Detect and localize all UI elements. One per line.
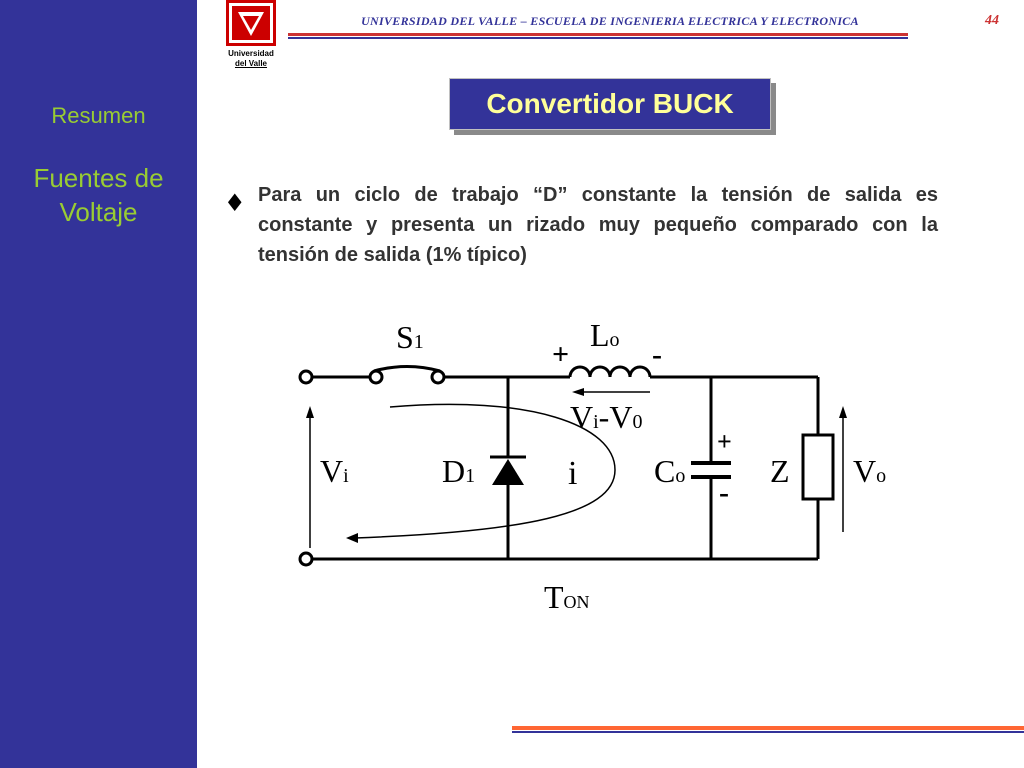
label-s1: S1 — [396, 319, 424, 355]
switch-s1-icon — [370, 367, 444, 384]
header-rule-red — [288, 33, 908, 36]
diode-d1-icon — [490, 457, 526, 485]
sidebar-item-resumen[interactable]: Resumen — [51, 103, 146, 128]
label-vi-minus-v0: Vi-V0 — [570, 399, 643, 435]
footer-rule-red — [512, 726, 1024, 730]
logo-line-2: del Valle — [234, 59, 268, 68]
footer-rule-navy — [512, 731, 1024, 733]
bullet-text: Para un ciclo de trabajo “D” constante la tensión de salida es constante y presenta un rizado muy pequeño comparado con la tensión de salida (1% típico) — [258, 184, 938, 266]
label-ton: TON — [544, 579, 590, 615]
capacitor-co-icon — [691, 463, 731, 477]
inductor-plus: + — [552, 338, 570, 371]
page-number: 44 — [985, 13, 999, 28]
label-z: Z — [770, 453, 790, 489]
sidebar-item-fuentes-de-voltaje[interactable]: Fuentes de Voltaje — [33, 163, 164, 227]
slide-title: Convertidor BUCK — [449, 78, 771, 130]
capacitor-plus: + — [717, 427, 732, 456]
inductor-minus: - — [652, 338, 662, 371]
header-rule-navy — [288, 37, 908, 39]
label-vo: Vo — [853, 453, 887, 489]
buck-converter-circuit — [270, 300, 950, 630]
label-lo: Lo — [590, 317, 620, 353]
label-co: Co — [654, 453, 686, 489]
logo-line-1: Universidad — [228, 49, 274, 58]
label-i: i — [568, 455, 578, 492]
load-z-icon — [803, 435, 833, 499]
label-d1: D1 — [442, 453, 476, 489]
capacitor-minus: - — [719, 476, 729, 509]
inductor-lo-icon — [570, 367, 650, 377]
header-title: UNIVERSIDAD DEL VALLE – ESCUELA DE INGENIERIA ELECTRICA Y ELECTRONICA — [361, 14, 859, 28]
label-vi: Vi — [320, 453, 349, 489]
diamond-bullet-icon: ♦ — [224, 189, 246, 217]
